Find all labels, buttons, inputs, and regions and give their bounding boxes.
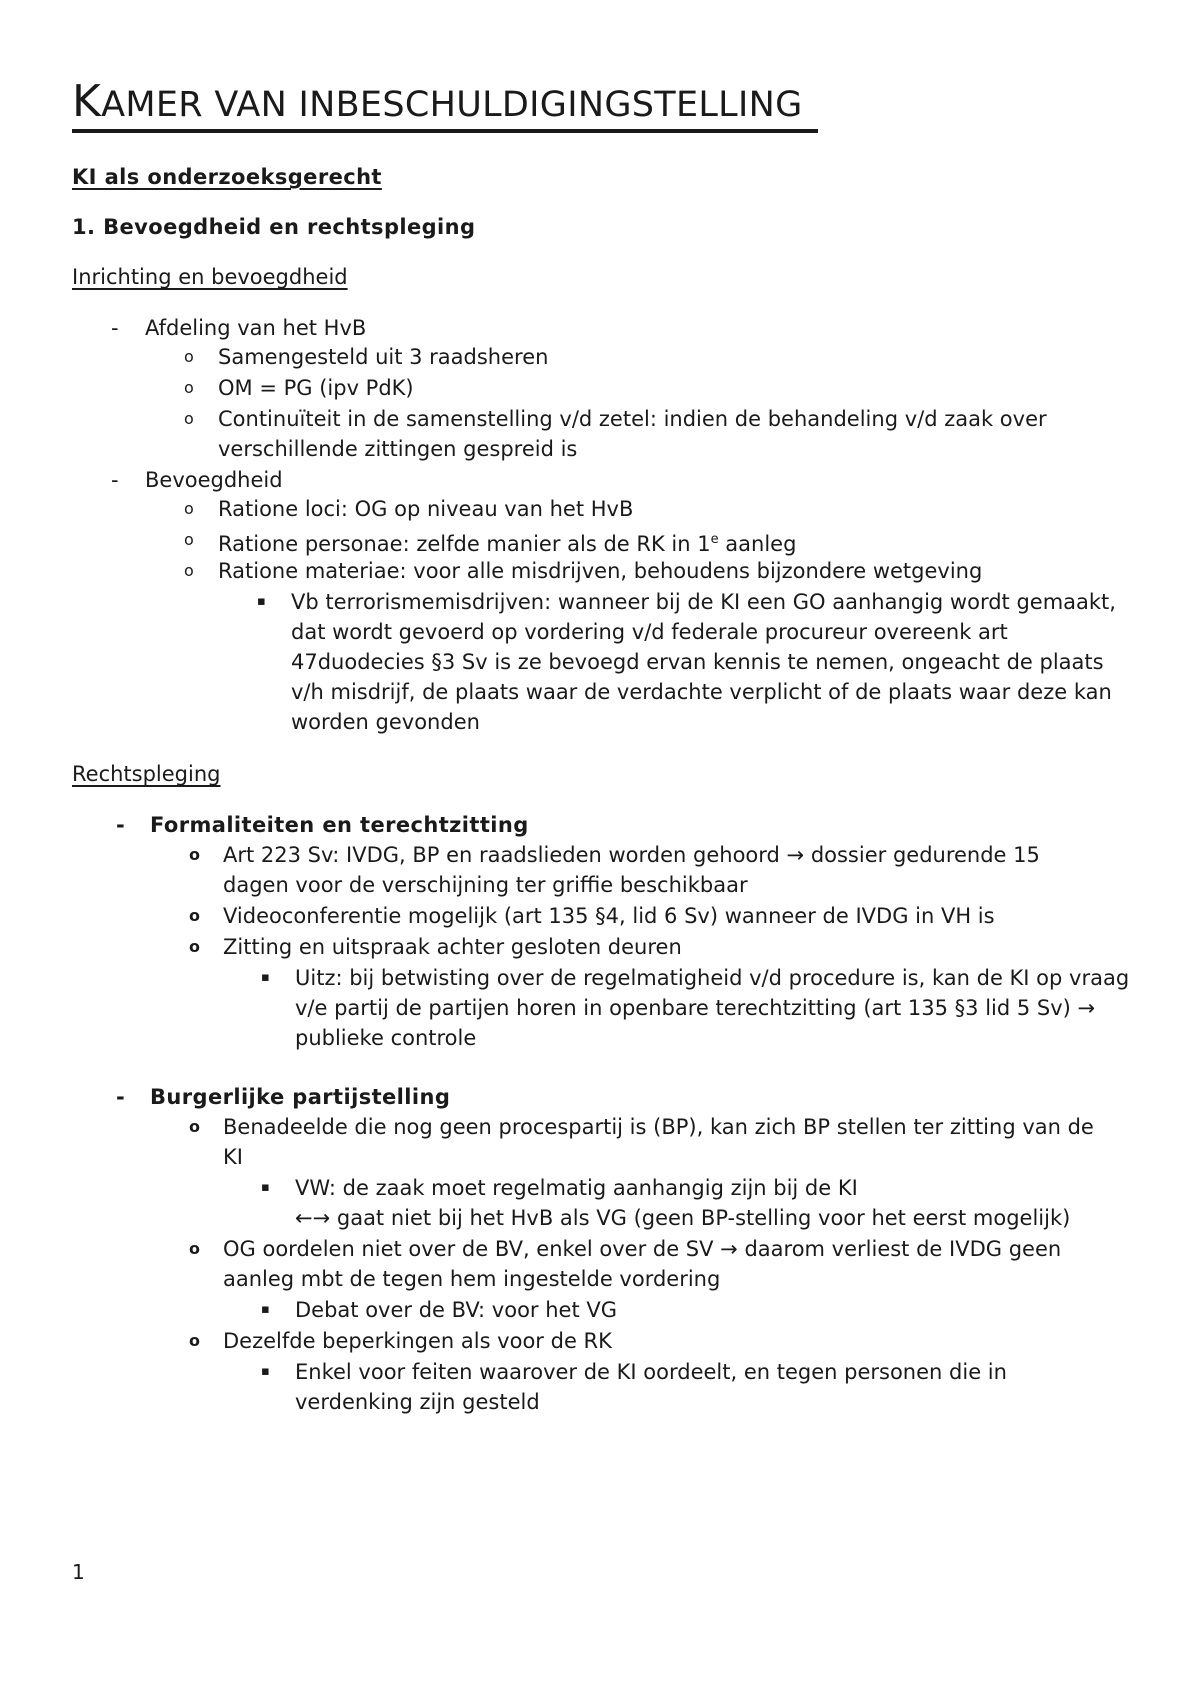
- circle-bullet: o: [184, 530, 194, 549]
- circle-bullet: o: [189, 1331, 200, 1350]
- circle-bullet: o: [184, 378, 194, 397]
- list-item: o OG oordelen niet over de BV, enkel over de SV → daarom verliest de IVDG geen aanleg mbt de tegen hem ingestelde vordering: [223, 1234, 1103, 1294]
- dash-bullet: -: [111, 468, 119, 492]
- dash-bullet: -: [111, 316, 119, 340]
- circle-bullet: o: [184, 347, 194, 366]
- list-item: o Dezelfde beperkingen als voor de RK: [223, 1326, 1103, 1356]
- circle-bullet: o: [184, 499, 194, 518]
- list-item: o Samengesteld uit 3 raadsheren: [218, 342, 1118, 372]
- square-bullet: ▪: [261, 1364, 270, 1379]
- list-item: - Afdeling van het HvB: [145, 313, 1105, 343]
- subheading-rechtspleging: Rechtspleging: [72, 762, 221, 786]
- list-item: ▪ Uitz: bij betwisting over de regelmatigheid v/d procedure is, kan de KI op vraag v/e partij de partijen horen in openbare terechtzitting (art 135 §3 lid 5 Sv) → publieke controle: [295, 963, 1135, 1053]
- circle-bullet: o: [184, 409, 194, 428]
- title-rest: AMER VAN INBESCHULDIGINGSTELLING: [101, 85, 803, 125]
- subheading-inrichting: Inrichting en bevoegdheid: [72, 265, 348, 289]
- circle-bullet: o: [184, 561, 194, 580]
- circle-bullet: o: [189, 1239, 200, 1258]
- list-item: - Bevoegdheid: [145, 465, 1105, 495]
- list-item: o OM = PG (ipv PdK): [218, 373, 1118, 403]
- circle-bullet: o: [189, 937, 200, 956]
- list-item: o Continuïteit in de samenstelling v/d zetel: indien de behandeling v/d zaak over verschillende zittingen gespreid is: [218, 404, 1118, 464]
- dash-bullet: -: [116, 1085, 126, 1109]
- list-item: ▪ Vb terrorismemisdrijven: wanneer bij de KI een GO aanhangig wordt gemaakt, dat wordt gevoerd op vordering v/d federale procureur overeenk art 47duodecies §3 Sv is ze bevoegd ervan kennis te nemen, ongeacht de plaats v/h misdrijf, de plaats waar de verdachte verplicht of de plaats waar deze kan worden gevonden: [291, 587, 1141, 737]
- list-item: o Zitting en uitspraak achter gesloten deuren: [223, 932, 1103, 962]
- list-item: ▪ Debat over de BV: voor het VG: [295, 1295, 1135, 1325]
- circle-bullet: o: [189, 845, 200, 864]
- list-item: - Formaliteiten en terechtzitting: [150, 810, 1110, 840]
- section-heading: KI als onderzoeksgerecht: [72, 165, 382, 189]
- square-bullet: ▪: [257, 594, 266, 609]
- list-item: o Ratione personae: zelfde manier als de RK in 1e aanleg: [218, 525, 1118, 559]
- list-item: o Benadeelde die nog geen procespartij is (BP), kan zich BP stellen ter zitting van de KI: [223, 1112, 1103, 1172]
- circle-bullet: o: [189, 1117, 200, 1136]
- list-item: o Ratione loci: OG op niveau van het HvB: [218, 494, 1118, 524]
- square-bullet: ▪: [261, 970, 270, 985]
- list-item: o Videoconferentie mogelijk (art 135 §4, lid 6 Sv) wanneer de IVDG in VH is: [223, 901, 1103, 931]
- list-item: o Ratione materiae: voor alle misdrijven, behoudens bijzondere wetgeving: [218, 556, 1118, 586]
- square-bullet: ▪: [261, 1180, 270, 1195]
- title-initial: K: [72, 76, 102, 127]
- numbered-heading: 1. Bevoegdheid en rechtspleging: [72, 215, 476, 239]
- list-item: ▪ Enkel voor feiten waarover de KI oordeelt, en tegen personen die in verdenking zijn gesteld: [295, 1357, 1095, 1417]
- dash-bullet: -: [116, 813, 126, 837]
- page-number: 1: [72, 1560, 85, 1584]
- list-item: ▪ VW: de zaak moet regelmatig aanhangig zijn bij de KI ←→ gaat niet bij het HvB als VG (geen BP-stelling voor het eerst mogelijk): [295, 1173, 1175, 1233]
- circle-bullet: o: [189, 906, 200, 925]
- list-item: o Art 223 Sv: IVDG, BP en raadslieden worden gehoord → dossier gedurende 15 dagen voor de verschijning ter griffie beschikbaar: [223, 840, 1103, 900]
- square-bullet: ▪: [261, 1302, 270, 1317]
- list-item: - Burgerlijke partijstelling: [150, 1082, 1110, 1112]
